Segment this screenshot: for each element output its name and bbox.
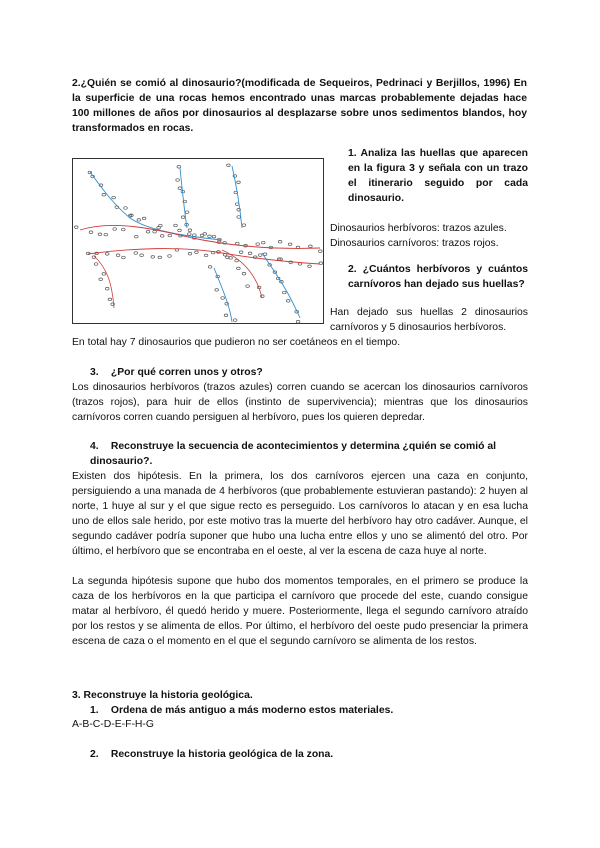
question2-item2-answer-cont: En total hay 7 dinosaurios que pudieron no ser coetáneos en el tiempo. — [72, 337, 401, 348]
question3-item1-number: 1. — [90, 705, 99, 716]
question2-item2 — [348, 262, 528, 292]
legend-carnivores: Dinosaurios carnívoros: trazos rojos. — [330, 238, 499, 249]
question3-item2 — [90, 747, 530, 762]
question2-item4 — [90, 439, 530, 469]
question2-heading: 2.¿Quién se comió al dinosaurio?(modificada de Sequeiros, Pedrinaci y Berjillos, 1996) En la superficie de una rocas hemos encontrado unas marcas probablemente dejadas hace 100 millones de años por dinosaurios al desplazarse sobre unos sedimentos blandos, hoy transformados en rocas. — [72, 78, 527, 134]
question3-item1-answer: A-B-C-D-E-F-H-G — [72, 719, 154, 730]
question2-item3-answer: Los dinosaurios herbívoros (trazos azules) corren cuando se acercan los dinosaurios carnívoros (trazos rojos), para huir de ellos (instinto de supervivencia); mientras que los dinosaurios carnívoros corren cuando persiguen al herbívoro, pues los quieren depredar. — [72, 382, 528, 423]
figure-frame — [73, 159, 324, 324]
question2-item4-answer-p1: Existen dos hipótesis. En la primera, los dos carnívoros ejercen una caza en conjunto, persiguiendo a una manada de 4 herbívoros (que probablemente estuvieran pastando): 2 huyen al norte, 1 huye al sur y el que sigue recto es perseguido. Los carnívoros lo atacan y en esa lucha uno de ellos sale herido, por este motivo tras la muerte del herbívoro hay otro cadáver. Aunque, el segundo cadáver podría suponer que hubo una lucha entre ellos y uno se alimentó del otro. Por último, el herbívoro que se encontraba en el oeste, al ver la escena de caza huye al norte. — [72, 471, 528, 557]
question2-item3-text: ¿Por qué corren unos y otros? — [110, 367, 263, 378]
question3-item2-number: 2. — [90, 749, 99, 760]
dinosaur-tracks-figure — [72, 158, 324, 324]
question2-item2-answer: Han dejado sus huellas 2 dinosaurios carnívoros y 5 dinosaurios herbívoros. — [330, 307, 528, 333]
question2-item1 — [348, 146, 528, 206]
question3-item2-text: Reconstruye la historia geológica de la zona. — [110, 749, 334, 760]
legend-herbivores: Dinosaurios herbívoros: trazos azules. — [330, 223, 507, 234]
question2-item1-number: 1. — [348, 148, 357, 159]
question2-item2-number: 2. — [348, 264, 357, 275]
question2-item4-answer-p2: La segunda hipótesis supone que hubo dos momentos temporales, en el primero se produce la caza de los herbívoros en la que participa el carnívoro que procede del este, cuando consigue matar al herbívoro, él quedó herido y muere. Posteriormente, llega el segundo carnívoro atraído por los restos y se alimenta de ellos. Por último, el herbívoro del oeste pudo presenciar la primera escena de caza o el momento en el que el segundo carnívoro se alimenta de los restos. — [72, 576, 528, 647]
question2-item3-number: 3. — [90, 367, 99, 378]
question2-item3 — [90, 365, 510, 380]
question2-item2-text: ¿Cuántos herbívoros y cuántos carnívoros han dejado sus huellas? — [348, 264, 528, 290]
question3-item1-text: Ordena de más antiguo a más moderno estos materiales. — [110, 705, 394, 716]
question3-item1 — [90, 703, 530, 718]
question2-item1-text: Analiza las huellas que aparecen en la figura 3 y señala con un trazo el itinerario seguido por cada dinosaurio. — [348, 148, 528, 204]
question3-heading: 3. Reconstruye la historia geológica. — [72, 690, 253, 701]
question2-item4-text: Reconstruye la secuencia de acontecimientos y determina ¿quién se comió al dinosaurio?. — [90, 441, 497, 467]
question2-item4-number: 4. — [90, 441, 99, 452]
